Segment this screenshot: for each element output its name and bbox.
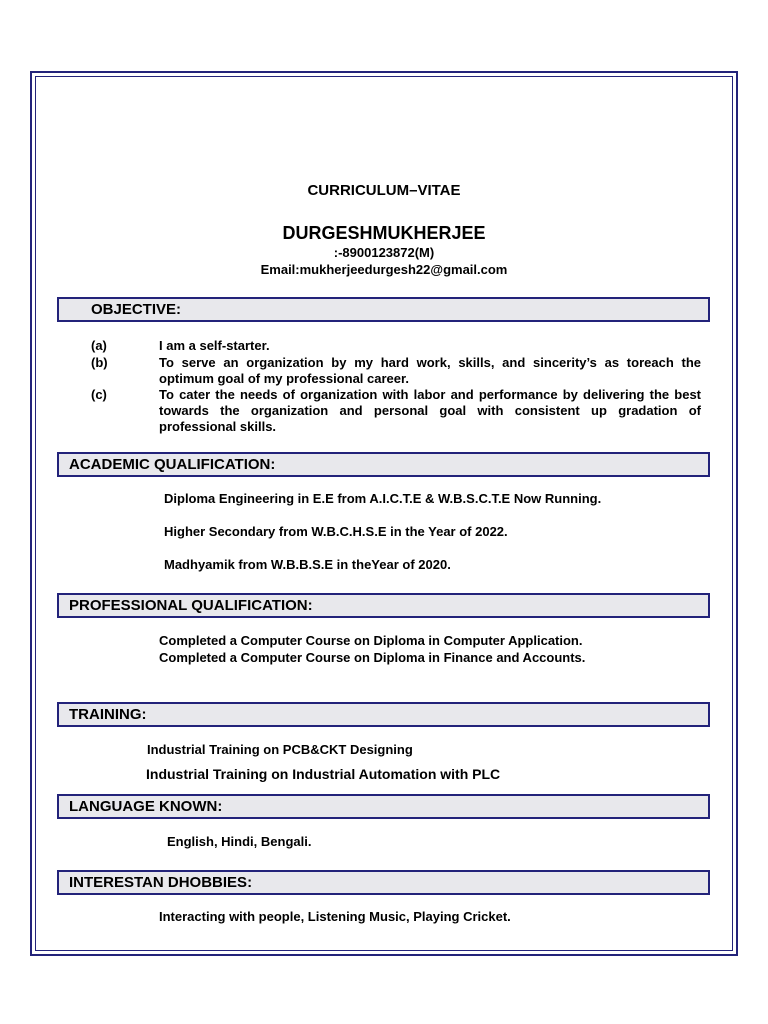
- email-address: Email:mukherjeedurgesh22@gmail.com: [260, 262, 508, 277]
- section-header-interests: INTERESTAN DHOBBIES:: [57, 870, 710, 895]
- professional-item-finance: Completed a Computer Course on Diploma in Finance and Accounts.: [159, 650, 586, 665]
- training-item-pcb: Industrial Training on PCB&CKT Designing: [147, 742, 413, 757]
- objective-label-c: (c): [91, 387, 107, 402]
- section-header-training: TRAINING:: [57, 702, 710, 727]
- academic-item-madhyamik: Madhyamik from W.B.B.S.E in theYear of 2020.: [164, 557, 451, 572]
- section-header-objective: OBJECTIVE:: [57, 297, 710, 322]
- professional-item-dca: Completed a Computer Course on Diploma in Computer Application.: [159, 633, 583, 648]
- page-border-inner: [35, 76, 733, 951]
- document-title: CURRICULUM–VITAE: [307, 182, 461, 199]
- training-item-plc: Industrial Training on Industrial Automation with PLC: [146, 766, 501, 782]
- academic-item-diploma: Diploma Engineering in E.E from A.I.C.T.E & W.B.S.C.T.E Now Running.: [164, 491, 602, 506]
- section-header-academic: ACADEMIC QUALIFICATION:: [57, 452, 710, 477]
- objective-label-b: (b): [91, 355, 108, 370]
- interests-text: Interacting with people, Listening Music, Playing Cricket.: [159, 909, 511, 924]
- phone-number: :-8900123872(M): [333, 245, 435, 260]
- section-header-language: LANGUAGE KNOWN:: [57, 794, 710, 819]
- language-list: English, Hindi, Bengali.: [167, 834, 312, 849]
- objective-label-a: (a): [91, 338, 107, 353]
- candidate-name: DURGESHMUKHERJEE: [282, 223, 486, 243]
- objective-text-a: I am a self-starter.: [159, 338, 270, 353]
- section-header-professional: PROFESSIONAL QUALIFICATION:: [57, 593, 710, 618]
- objective-text-c: To cater the needs of organization with labor and performance by delivering the best towards the organization and personal goal with consistent up gradation of professional skills.: [159, 387, 701, 434]
- academic-item-higher-secondary: Higher Secondary from W.B.C.H.S.E in the Year of 2022.: [164, 524, 508, 539]
- objective-text-b: To serve an organization by my hard work, skills, and sincerity’s as toreach the optimum goal of my professional career.: [159, 355, 701, 386]
